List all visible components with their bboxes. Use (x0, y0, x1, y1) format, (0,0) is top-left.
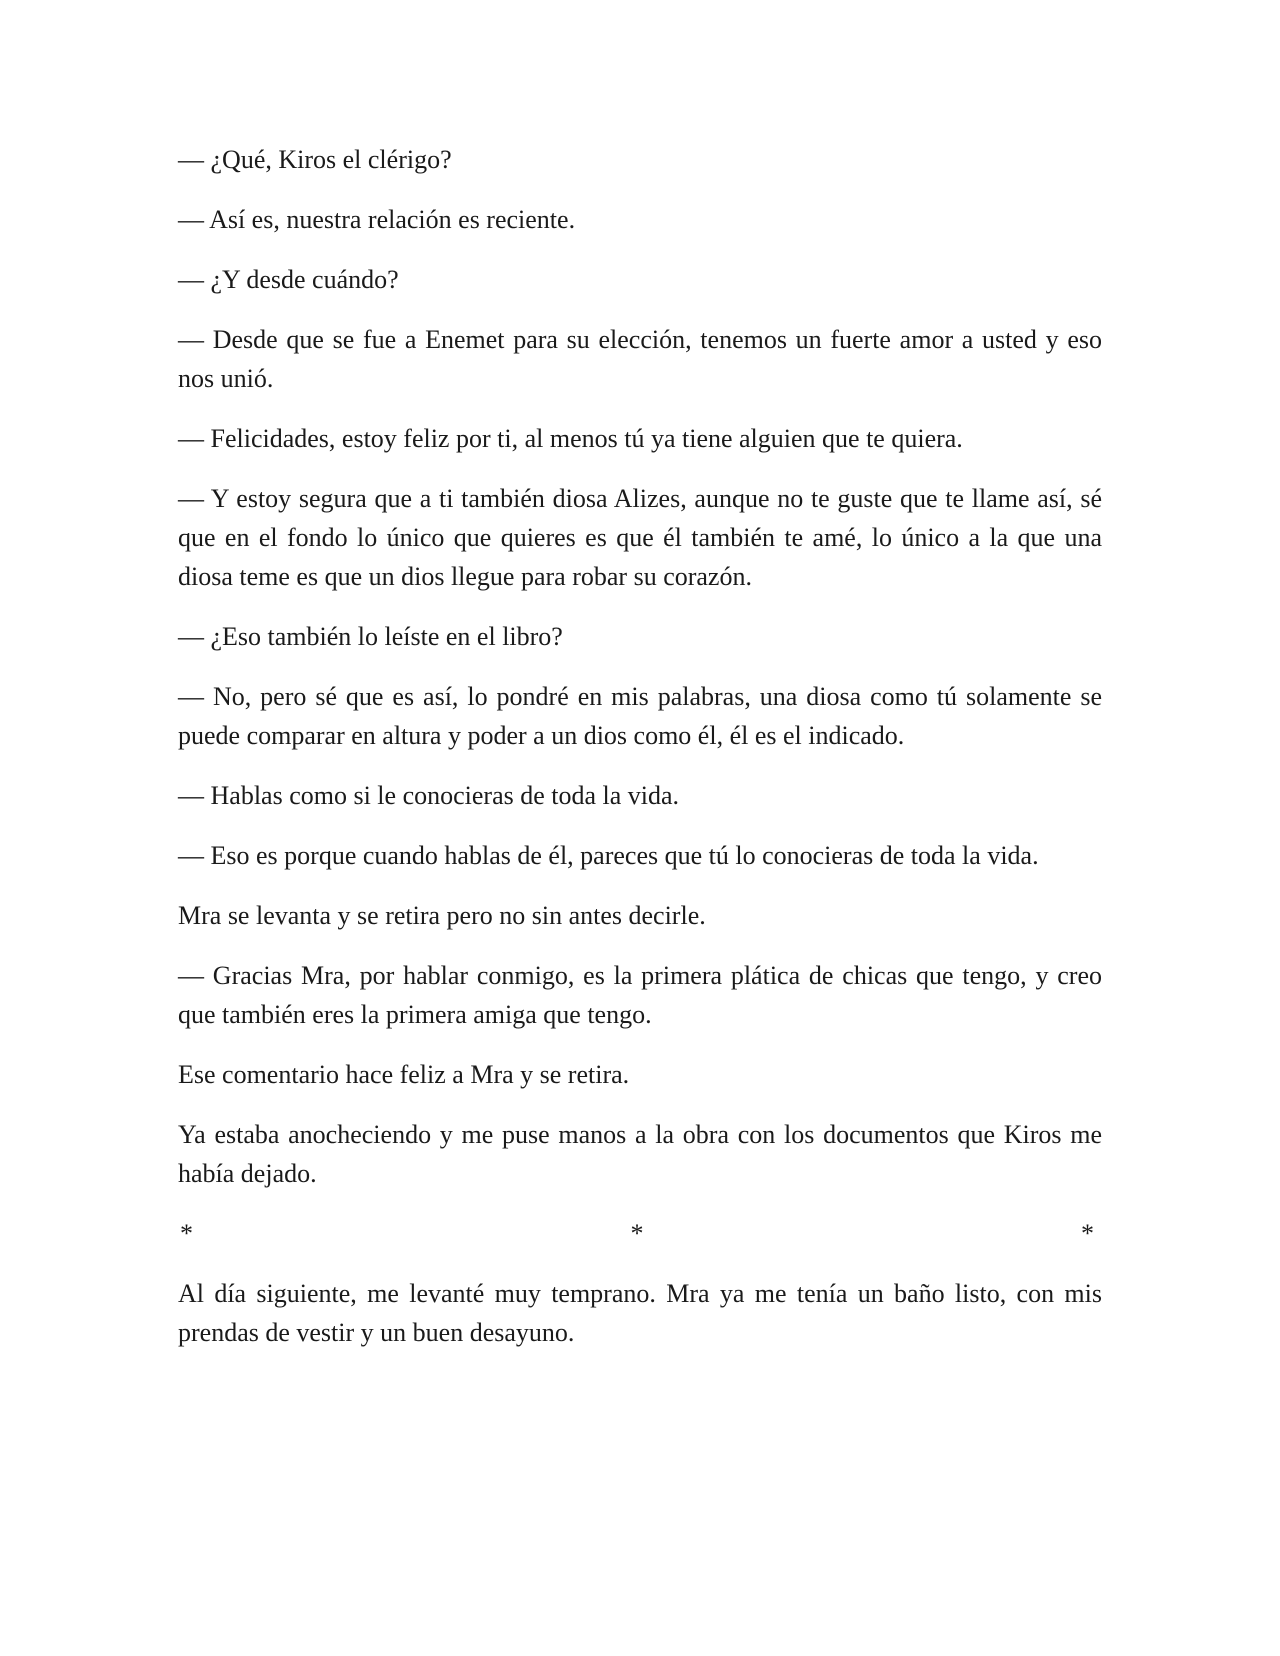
paragraph-2: — Así es, nuestra relación es reciente. (178, 205, 576, 234)
paragraph-14: Ya estaba anocheciendo y me puse manos a la obra con los documentos que Kiros me había dejado. (178, 1120, 1102, 1188)
paragraph-13: Ese comentario hace feliz a Mra y se retira. (178, 1060, 630, 1089)
paragraph-12: — Gracias Mra, por hablar conmigo, es la primera plática de chicas que tengo, y creo que también eres la primera amiga que tengo. (178, 961, 1102, 1029)
paragraph-9: — Hablas como si le conocieras de toda la vida. (178, 781, 680, 810)
scene-separator (178, 1214, 1102, 1253)
paragraph-7: — ¿Eso también lo leíste en el libro? (178, 622, 563, 651)
paragraph-5: — Felicidades, estoy feliz por ti, al menos tú ya tiene alguien que te quiera. (178, 424, 963, 453)
paragraph-11: Mra se levanta y se retira pero no sin antes decirle. (178, 901, 706, 930)
paragraph-8: — No, pero sé que es así, lo pondré en mis palabras, una diosa como tú solamente se puede comparar en altura y poder a un dios como él, él es el indicado. (178, 682, 1102, 750)
paragraph-3: — ¿Y desde cuándo? (178, 265, 399, 294)
paragraph-4: — Desde que se fue a Enemet para su elección, tenemos un fuerte amor a usted y eso nos unió. (178, 325, 1102, 393)
closing-paragraph: Al día siguiente, me levanté muy temprano. Mra ya me tenía un baño listo, con mis prendas de vestir y un buen desayuno. (178, 1279, 1102, 1347)
text-body (178, 140, 1102, 1373)
separator-asterisk-right: * (1081, 1219, 1094, 1248)
paragraph-6: — Y estoy segura que a ti también diosa Alizes, aunque no te guste que te llame así, sé que en el fondo lo único que quieres es que él también te amé, lo único a la que una diosa teme es que un dios llegue para robar su corazón. (178, 484, 1102, 591)
paragraph-10: — Eso es porque cuando hablas de él, pareces que tú lo conocieras de toda la vida. (178, 841, 1039, 870)
separator-asterisk-left: * (180, 1219, 193, 1248)
paragraph-1: — ¿Qué, Kiros el clérigo? (178, 145, 452, 174)
separator-asterisk-center: * (630, 1219, 644, 1248)
